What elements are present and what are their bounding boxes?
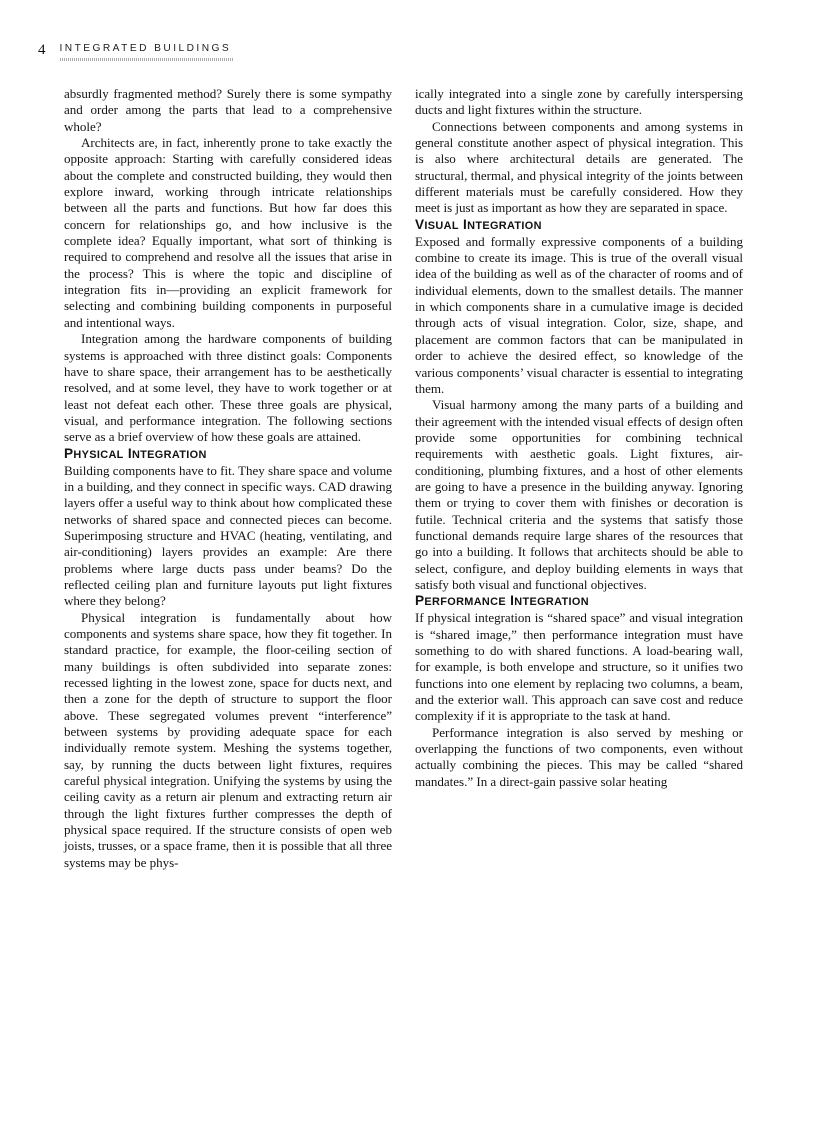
heading-smallcaps: NTEGRATION <box>467 219 542 232</box>
running-head-title: INTEGRATED BUILDINGS <box>59 43 232 54</box>
heading-initial: I <box>462 216 468 232</box>
section-heading-performance-integration <box>415 593 743 610</box>
section-heading-visual-integration <box>415 217 743 234</box>
heading-smallcaps: HYSICAL <box>73 448 124 461</box>
running-head-rule <box>60 58 233 61</box>
paragraph: Integration among the hardware components of building systems is approached with three distinct goals: Components have to share space, their arrangement has to be aesthetically resolved, and at some level, they have to work together or at least not defeat each other. These three goals are physical, visual, and performance integration. The following sections serve as a brief overview of how these goals are attained. <box>64 331 392 445</box>
running-head <box>38 42 738 61</box>
paragraph: Visual harmony among the many parts of a building and their agreement with the intended visual effects of design often provide some opportunities for combining technical requirements with aesthetic goals. Light fixtures, air-conditioning, plumbing fixtures, and a host of other elements are going to have a presence in the building anyway. Ignoring them or trying to cover them with finishes or decoration is futile. Technical criteria and the systems that satisfy those functional demands require large shares of the resources that go into a building. It follows that architects should be able to select, configure, and deploy building elements in ways that satisfy both visual and functional objectives. <box>415 397 743 592</box>
heading-smallcaps: ERFORMANCE <box>424 596 506 609</box>
paragraph: absurdly fragmented method? Surely there is some sympathy and order among the parts that lead to a comprehensive whole? <box>64 86 392 134</box>
heading-smallcaps: ISUAL <box>424 219 459 232</box>
paragraph: ically integrated into a single zone by carefully interspersing ducts and light fixtures within the structure. <box>415 86 743 118</box>
heading-initial: P <box>415 593 425 609</box>
heading-smallcaps: NTEGRATION <box>131 448 207 461</box>
paragraph: Building components have to fit. They share space and volume in a building, and they connect in specific ways. CAD drawing layers offer a useful way to think about how complicated these networks of shared space and connected pieces can become. Superimposing structure and HVAC (heating, ventilating, and air-conditioning) layers provides an example: Are there problems where large ducts pass under beams? Do the reflected ceiling plan and furniture layouts put light fixtures where they belong? <box>64 462 392 609</box>
paragraph: If physical integration is “shared space” and visual integration is “shared image,” then performance integration must have something to do with shared functions. A load-bearing wall, for example, is both envelope and structure, so it unifies two functions into one element by replacing two columns, a beam, and the exterior wall. This approach can save cost and reduce complexity if it is appropriate to the task at hand. <box>415 610 743 724</box>
heading-initial: I <box>127 445 132 461</box>
running-head-block <box>60 42 233 61</box>
left-column <box>64 86 392 1061</box>
heading-initial: P <box>64 445 74 461</box>
heading-initial: I <box>510 593 515 609</box>
page-number: 4 <box>38 42 46 58</box>
paragraph: Connections between components and among systems in general constitute another aspect of physical integration. This is also where architectural details are generated. The structural, thermal, and physical integrity of the joints between different materials must be carefully considered. How they meet is just as important as how they are separated in space. <box>415 118 743 216</box>
body-columns <box>64 86 752 1061</box>
right-column <box>415 86 743 1061</box>
paragraph: Architects are, in fact, inherently prone to take exactly the opposite approach: Starting with carefully considered ideas about the complete and constructed building, they would then explore inward, working through intricate relationships between all the parts and functions. But how far does this concern for relationships go, and how inclusive is the complete idea? Equally important, what sort of thinking is required to comprehend and resolve all the issues that arise in the process? This is where the topic and discipline of integration fits in—providing an explicit framework for selecting and combining building components in purposeful and intentional ways. <box>64 135 392 330</box>
paragraph: Performance integration is also served by meshing or overlapping the functions of two components, even without actually combining the pieces. This may be called “shared mandates.” In a direct-gain passive solar heating <box>415 724 743 789</box>
heading-smallcaps: NTEGRATION <box>514 596 589 609</box>
heading-initial: V <box>415 216 425 232</box>
paragraph: Physical integration is fundamentally about how components and systems share space, how they fit together. In standard practice, for example, the floor-ceiling section of many buildings is often subdivided into separate zones: recessed lighting in the lowest zone, space for ducts next, and then a zone for the depth of structure to support the floor above. These segregated volumes prevent “interference” between systems by providing adequate space for each individually remote system. Meshing the systems together, say, by running the ducts between light fixtures, requires careful physical integration. Unifying the systems by using the ceiling cavity as a return air plenum and extracting return air through the light fixtures further compresses the depth of physical space required. If the structure consists of open web joists, trusses, or a space frame, then it is possible that all three systems may be phys- <box>64 609 392 870</box>
paragraph: Exposed and formally expressive components of a building combine to create its image. This is true of the overall visual idea of the building as well as of the character of rooms and of individual elements, down to the smallest details. The manner in which components share in a cumulative image is decided through acts of visual integration. Color, size, shape, and placement are common factors that can be manipulated in order to achieve the desired effect, so knowledge of the various components’ visual character is essential to integrating them. <box>415 233 743 396</box>
section-heading-physical-integration <box>64 446 392 463</box>
